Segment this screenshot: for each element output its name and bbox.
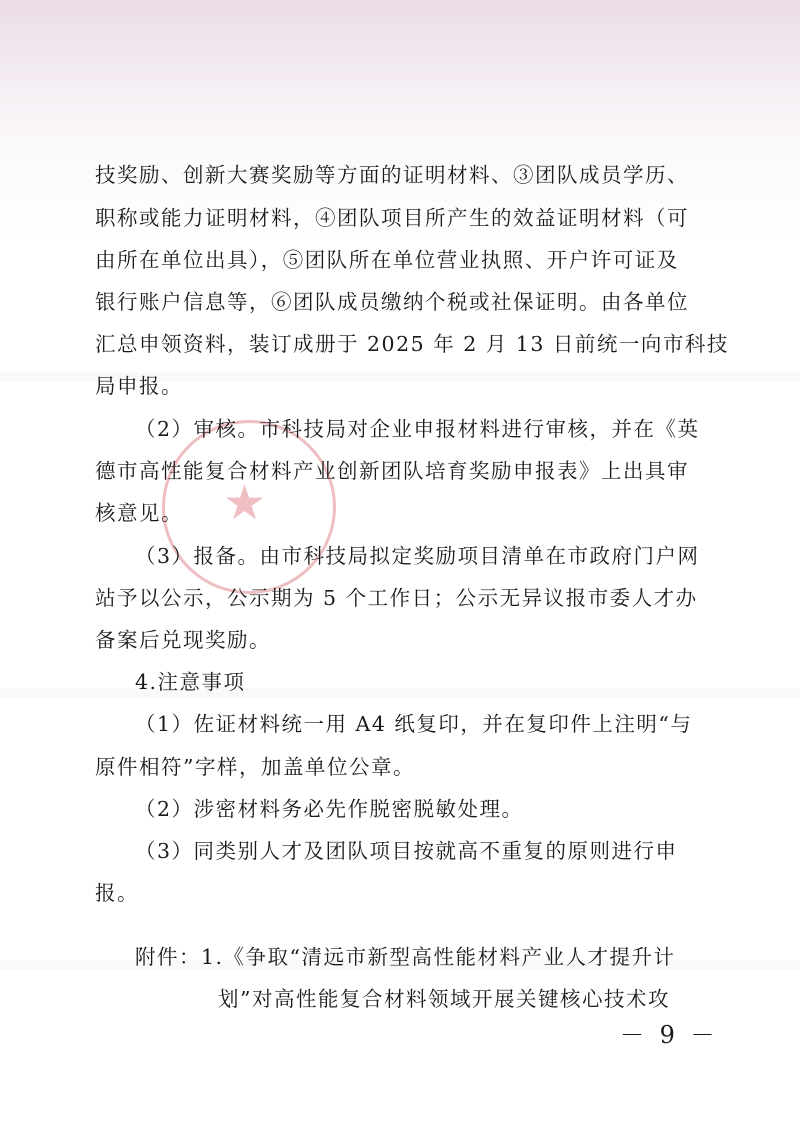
body-line: （2）涉密材料务必先作脱密脱敏处理。 (135, 797, 524, 821)
body-line: 站予以公示，公示期为 5 个工作日；公示无异议报市委人才办 (95, 586, 698, 610)
body-line: 由所在单位出具），⑤团队所在单位营业执照、开户许可证及 (95, 248, 679, 272)
body-line: 德市高性能复合材料产业创新团队培育奖励申报表》上出具审 (95, 459, 689, 483)
body-line: （3）报备。由市科技局拟定奖励项目清单在市政府门户网 (135, 544, 700, 568)
body-line: （1）佐证材料统一用 A4 纸复印，并在复印件上注明“与 (135, 712, 693, 736)
body-line: 职称或能力证明材料，④团队项目所产生的效益证明材料（可 (95, 206, 689, 230)
body-line: 银行账户信息等，⑥团队成员缴纳个税或社保证明。由各单位 (95, 290, 689, 314)
seal-star-icon: ★ (223, 475, 267, 531)
attachment-line: 划”对高性能复合材料领域开展关键核心技术攻 (218, 987, 670, 1011)
body-line: 技奖励、创新大赛奖励等方面的证明材料、③团队成员学历、 (95, 163, 689, 187)
body-line: 原件相符”字样，加盖单位公章。 (95, 755, 415, 779)
scan-tint-band (0, 0, 800, 140)
body-line: 局申报。 (95, 374, 183, 398)
body-line: 备案后兑现奖励。 (95, 628, 271, 652)
attachment-line: 附件：1.《争取“清远市新型高性能材料产业人才提升计 (135, 945, 676, 969)
body-line: 汇总申领资料，装订成册于 2025 年 2 月 13 日前统一向市科技 (95, 332, 729, 356)
body-line: 报。 (95, 881, 139, 905)
page-number: － 9 － (620, 1021, 719, 1049)
body-line: （3）同类别人才及团队项目按就高不重复的原则进行申 (135, 839, 678, 863)
body-line: 核意见。 (95, 501, 183, 525)
body-line: （2）审核。市科技局对企业申报材料进行审核，并在《英 (135, 417, 700, 441)
section-heading: 4.注意事项 (135, 670, 246, 694)
